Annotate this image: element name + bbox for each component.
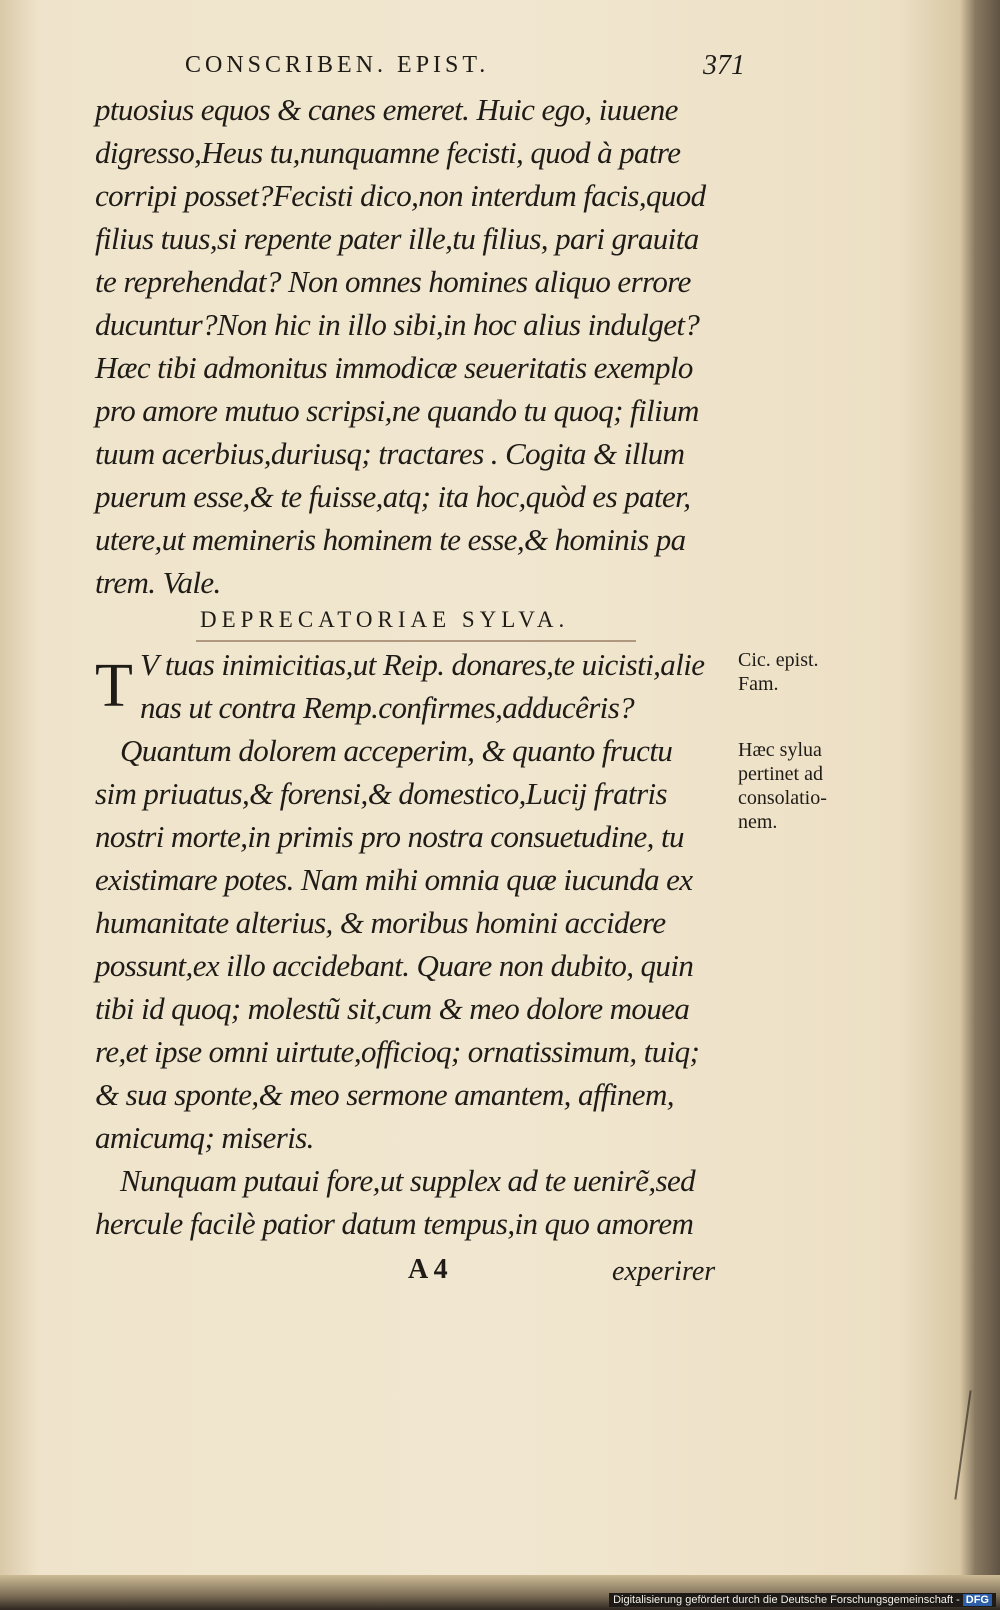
text-line: Nunquam putaui fore,ut supplex ad te uenirẽ,sed (120, 1163, 696, 1198)
text-line: V tuas inimicitias,ut Reip. donares,te uicisti,alie (140, 647, 705, 682)
text-line: nas ut contra Remp.confirmes,adducêris? (140, 690, 635, 725)
section-heading: DEPRECATORIAE SYLVA. (200, 607, 570, 632)
text-line: re,et ipse omni uirtute,officioq; ornatissimum, tuiq; (95, 1034, 700, 1069)
margin-note-line: pertinet ad (738, 763, 823, 785)
running-title: CONSCRIBEN. EPIST. (185, 52, 490, 78)
text-line: Hæc tibi admonitus immodicæ seueritatis exemplo (95, 350, 693, 385)
text-line: te reprehendat? Non omnes homines aliquo errore (95, 264, 691, 299)
text-line: amicumq; miseris. (95, 1120, 314, 1155)
folio-number: 371 (703, 50, 745, 81)
margin-note-line: consolatio- (738, 787, 827, 809)
margin-note-citation (738, 648, 868, 696)
margin-note-line: Fam. (738, 673, 779, 695)
heading-underline (196, 640, 636, 642)
text-line: hercule facilè patior datum tempus,in quo amorem (95, 1206, 694, 1241)
text-line: ducuntur?Non hic in illo sibi,in hoc alius indulget? (95, 307, 700, 342)
text-line: possunt,ex illo accidebant. Quare non dubito, quin (95, 948, 694, 983)
drop-initial: T (95, 652, 133, 720)
text-line: Quantum dolorem acceperim, & quanto fructu (120, 733, 673, 768)
margin-note-line: Hæc sylua (738, 739, 822, 761)
text-line: pro amore mutuo scripsi,ne quando tu quoq; filium (95, 393, 699, 428)
text-line: sim priuatus,& forensi,& domestico,Lucij fratris (95, 776, 668, 811)
text-line: digresso,Heus tu,nunquamne fecisti, quod à patre (95, 135, 681, 170)
text-line: ptuosius equos & canes emeret. Huic ego, iuuene (95, 92, 678, 127)
margin-note-line: Cic. epist. (738, 649, 819, 671)
text-line: tibi id quoq; molestũ sit,cum & meo dolore mouea (95, 991, 690, 1026)
text-line: trem. Vale. (95, 565, 221, 600)
catchword: experirer (612, 1256, 716, 1287)
credit-text: Digitalisierung gefördert durch die Deutsche Forschungsgemeinschaft - (613, 1594, 960, 1606)
text-line: existimare potes. Nam mihi omnia quæ iucunda ex (95, 862, 693, 897)
text-line: humanitate alterius, & moribus homini accidere (95, 905, 666, 940)
page-header (185, 50, 745, 90)
text-line: filius tuus,si repente pater ille,tu filius, pari grauita (95, 221, 699, 256)
dfg-logo: DFG (963, 1594, 992, 1606)
signature-mark: A 4 (408, 1254, 448, 1285)
text-line: & sua sponte,& meo sermone amantem, affinem, (95, 1077, 674, 1112)
text-line: nostri morte,in primis pro nostra consuetudine, tu (95, 819, 684, 854)
text-line: tuum acerbius,duriusq; tractares . Cogita & illum (95, 436, 685, 471)
text-line: utere,ut memineris hominem te esse,& hominis pa (95, 522, 686, 557)
margin-note-comment (738, 738, 868, 834)
digitization-credit (609, 1593, 996, 1607)
text-line: corripi posset?Fecisti dico,non interdum facis,quod (95, 178, 706, 213)
text-line: puerum esse,& te fuisse,atq; ita hoc,quòd es pater, (95, 479, 691, 514)
margin-note-line: nem. (738, 811, 778, 833)
